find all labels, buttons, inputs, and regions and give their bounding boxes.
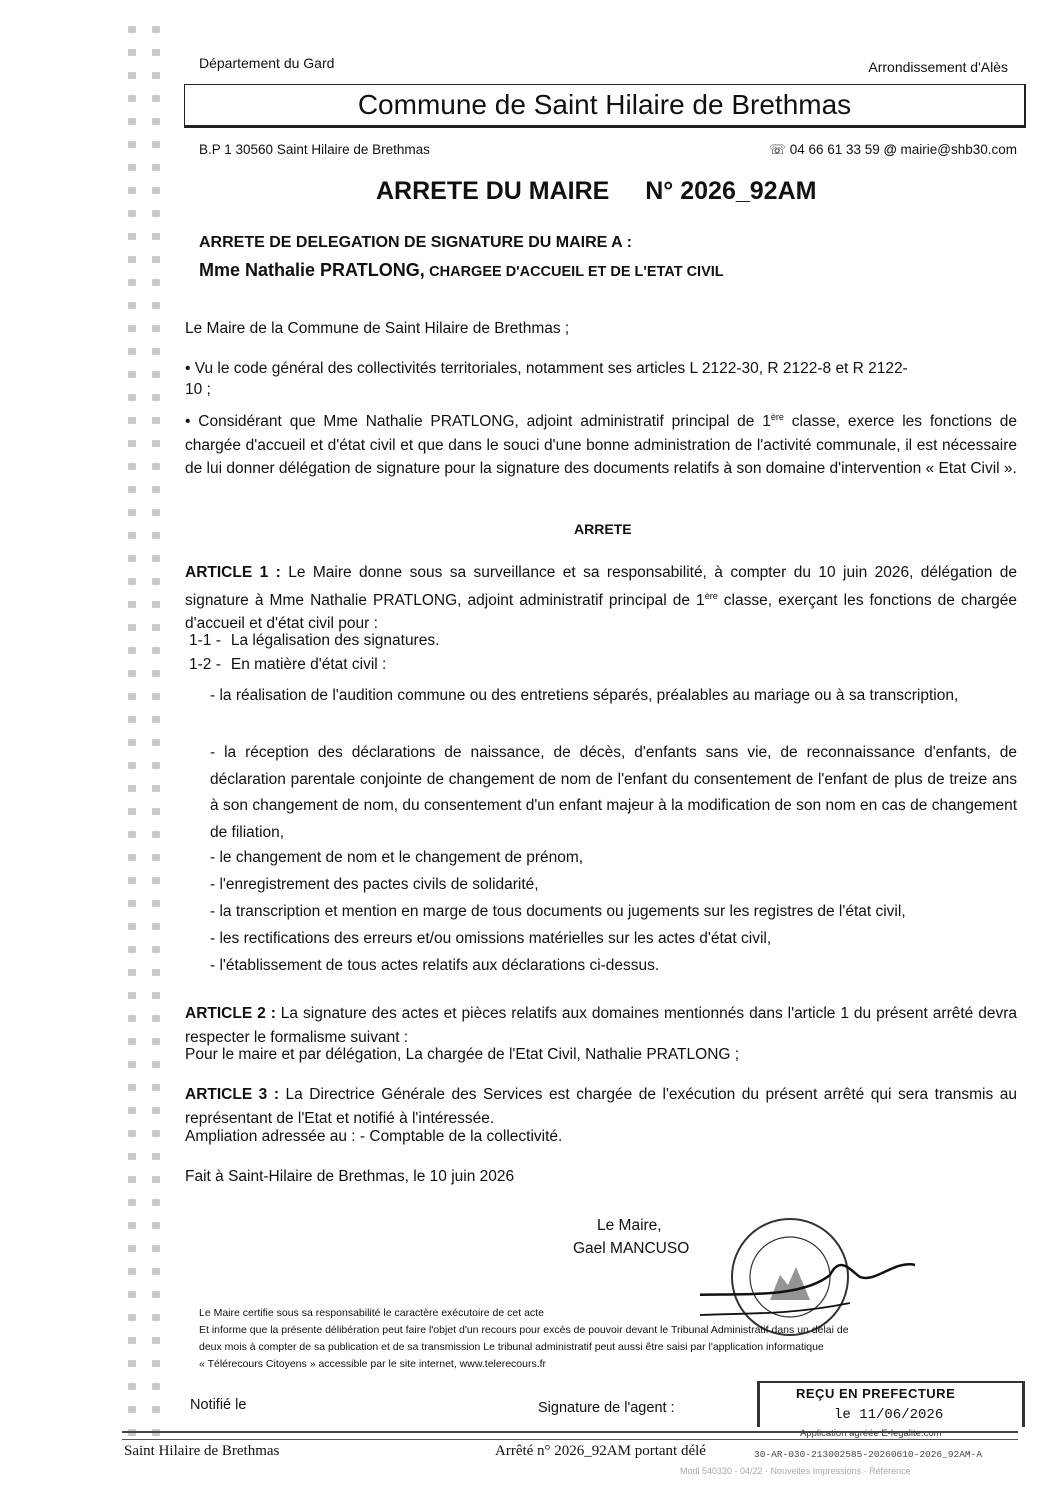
punch-hole — [128, 1153, 136, 1160]
punch-hole — [128, 1245, 136, 1252]
punch-hole — [128, 555, 136, 562]
punch-hole — [152, 164, 160, 171]
punch-hole — [152, 1268, 160, 1275]
punch-hole — [128, 279, 136, 286]
article-1-bullet-2: - la réception des déclarations de naissance, de décès, d'enfants sans vie, de reconnaissance d'enfants, de déclaration parentale conjointe de changement de nom de l'enfant du consentement de l'enfant de plus de treize ans à son changement de nom, du consentement d'un enfant majeur à la modification de son nom en cas de changement de filiation, — [210, 744, 1017, 841]
punch-hole — [152, 1015, 160, 1022]
punch-hole — [152, 1038, 160, 1045]
punch-hole — [128, 877, 136, 884]
item-2-number: 1-2 - — [189, 656, 221, 673]
signature-role: Le Maire, — [597, 1217, 662, 1234]
punch-hole — [152, 624, 160, 631]
punch-hole — [152, 1337, 160, 1344]
punch-hole — [128, 1107, 136, 1114]
punch-hole — [128, 72, 136, 79]
punch-hole — [152, 187, 160, 194]
punch-hole — [128, 1084, 136, 1091]
punch-hole — [128, 831, 136, 838]
commune-title: Commune de Saint Hilaire de Brethmas — [184, 84, 1026, 128]
preamble-vu-line1: • Vu le code général des collectivités territoriales, notamment ses articles L 2122-30, R 2122-8 et R 2122- — [185, 360, 908, 377]
punch-hole — [152, 739, 160, 746]
punch-hole — [128, 118, 136, 125]
punch-hole — [152, 1130, 160, 1137]
article-1-text-a: Le Maire donne sous sa surveillance et sa responsabilité, à compter du 10 juin 2026, délégation de signature à Mme Nathalie PRATLONG, adjoint administratif principal de 1 — [185, 564, 1018, 609]
article-3-text: La Directrice Générale des Services est chargée de l'exécution du présent arrêté qui sera transmis au représentant de l'Etat et notifié à l'intéressée. — [185, 1086, 1017, 1127]
considerant-text-b: classe, exerce les fonctions de chargée d'accueil et d'état civil et que dans le souci d'une bonne administration de l'activité communale, il est nécessaire de lui donner délégation de signature pour la signature des documents relatifs à son domaine d'intervention « Etat Civil ». — [185, 413, 1017, 478]
punch-hole — [128, 371, 136, 378]
punch-hole — [128, 325, 136, 332]
article-1-bullet-6: - les rectifications des erreurs et/ou omissions matérielles sur les actes d'état civil, — [210, 930, 772, 947]
article-2-text: La signature des actes et pièces relatifs aux domaines mentionnés dans l'article 1 du présent arrêté devra respecter le formalisme suivant : — [185, 1005, 1017, 1046]
punch-hole — [128, 647, 136, 654]
article-1-bullet-7: - l'établissement de tous actes relatifs aux déclarations ci-dessus. — [210, 957, 660, 974]
considerant-sup: ère — [770, 412, 784, 422]
punch-hole — [152, 1245, 160, 1252]
punch-hole — [152, 279, 160, 286]
footer-rule — [122, 1431, 1018, 1440]
punch-hole — [152, 417, 160, 424]
punch-hole — [128, 141, 136, 148]
punch-hole — [128, 1291, 136, 1298]
punch-hole — [128, 187, 136, 194]
subtitle-text-1: ARRETE DE DELEGATION DE SIGNATURE DU MAIRE A : — [199, 234, 632, 251]
punch-hole — [152, 1153, 160, 1160]
punch-hole — [128, 601, 136, 608]
punch-hole — [152, 509, 160, 516]
punch-hole — [152, 647, 160, 654]
prefecture-reference: 30-AR-030-213002585-20260610-2026_92AM-A — [754, 1449, 983, 1460]
punch-hole — [152, 141, 160, 148]
punch-hole — [152, 854, 160, 861]
punch-hole — [152, 670, 160, 677]
department-label: Département du Gard — [199, 55, 335, 71]
punch-hole — [128, 946, 136, 953]
punch-hole — [128, 716, 136, 723]
punch-hole — [128, 95, 136, 102]
punch-hole — [152, 1061, 160, 1068]
phone-number: 04 66 61 33 59 — [789, 142, 880, 157]
punch-hole — [152, 900, 160, 907]
telephone-icon: ☏ — [769, 142, 786, 157]
punch-hole — [152, 1360, 160, 1367]
arrondissement-label: Arrondissement d'Alès — [868, 59, 1008, 75]
punch-hole — [128, 26, 136, 33]
punch-hole — [128, 1199, 136, 1206]
punch-hole — [128, 923, 136, 930]
punch-hole — [128, 739, 136, 746]
punch-hole — [128, 348, 136, 355]
punch-hole — [128, 693, 136, 700]
article-1-item-1 — [189, 632, 439, 650]
punch-hole — [152, 877, 160, 884]
arrete-subtitle-1 — [199, 234, 632, 252]
punch-hole — [152, 394, 160, 401]
punch-hole — [128, 900, 136, 907]
article-2-label: ARTICLE 2 : — [185, 1005, 276, 1022]
subtitle-name: Mme Nathalie PRATLONG, — [199, 260, 425, 280]
punch-hole — [128, 440, 136, 447]
punch-hole — [152, 1406, 160, 1413]
punch-hole — [152, 923, 160, 930]
punch-hole — [152, 26, 160, 33]
subtitle-role: CHARGEE D'ACCUEIL ET DE L'ETAT CIVIL — [429, 264, 724, 280]
punch-hole — [128, 1130, 136, 1137]
punch-hole — [128, 1222, 136, 1229]
legal-notice-line-2: Et informe que la présente délibération peut faire l'objet d'un recours pour excès de pouvoir devant le Tribunal Administratif dans un délai de — [199, 1324, 849, 1336]
article-1-bullet-4: - l'enregistrement des pactes civils de solidarité, — [210, 876, 539, 893]
punch-hole — [128, 49, 136, 56]
punch-hole — [152, 1383, 160, 1390]
punch-hole — [152, 808, 160, 815]
prefecture-stamp-date: le 11/06/2026 — [834, 1407, 944, 1423]
punch-hole — [152, 463, 160, 470]
punch-hole — [128, 578, 136, 585]
punch-hole — [128, 969, 136, 976]
punch-hole — [128, 808, 136, 815]
preamble-vu-line2: 10 ; — [185, 381, 211, 398]
legal-notice-line-1: Le Maire certifie sous sa responsabilité le caractère exécutoire de cet acte — [199, 1307, 544, 1319]
punch-hole — [152, 302, 160, 309]
arrete-number: N° 2026_92AM — [645, 177, 817, 205]
signature-name: Gael MANCUSO — [573, 1240, 690, 1257]
punch-hole — [128, 1337, 136, 1344]
punch-hole — [128, 417, 136, 424]
punch-hole — [152, 831, 160, 838]
address-line: B.P 1 30560 Saint Hilaire de Brethmas — [199, 142, 430, 157]
punch-hole — [152, 256, 160, 263]
punch-hole — [152, 578, 160, 585]
punch-hole — [128, 992, 136, 999]
punch-hole — [128, 302, 136, 309]
punch-hole — [128, 164, 136, 171]
article-1-bullet-1: - la réalisation de l'audition commune ou des entretiens séparés, préalables au mariage ou à sa transcription, — [210, 687, 959, 704]
punch-hole — [152, 440, 160, 447]
punch-hole — [152, 1084, 160, 1091]
arrete-heading: ARRETE — [574, 521, 632, 537]
punch-hole — [128, 1360, 136, 1367]
article-1-bullet-3: - le changement de nom et le changement de prénom, — [210, 849, 584, 866]
punch-hole — [128, 463, 136, 470]
punch-hole — [152, 762, 160, 769]
punch-hole — [128, 1038, 136, 1045]
punch-hole — [128, 854, 136, 861]
punch-hole — [152, 95, 160, 102]
article-3 — [185, 1083, 1017, 1130]
punch-hole — [128, 1314, 136, 1321]
punch-hole — [152, 486, 160, 493]
arrete-title-main: ARRETE DU MAIRE — [376, 177, 610, 205]
preamble-considerant — [185, 406, 1017, 481]
punch-hole — [128, 509, 136, 516]
considerant-text-a: • Considérant que Mme Nathalie PRATLONG, adjoint administratif principal de 1 — [185, 413, 771, 431]
footer-middle: Arrêté n° 2026_92AM portant délé — [495, 1443, 706, 1459]
prefecture-stamp-app: Application agréée E-legalite.com — [800, 1428, 942, 1439]
article-1-bullet-5: - la transcription et mention en marge de tous documents ou jugements sur les registres de l'état civil, — [210, 903, 906, 920]
punch-hole — [152, 693, 160, 700]
article-1-sup: ère — [704, 590, 718, 601]
arrete-title — [376, 177, 816, 206]
article-3-label: ARTICLE 3 : — [185, 1086, 279, 1103]
punch-hole — [128, 1268, 136, 1275]
article-1-text-b: classe, exerçant les fonctions de chargée d'accueil et d'état civil pour : — [185, 591, 1017, 633]
punch-hole — [152, 325, 160, 332]
preamble-intro: Le Maire de la Commune de Saint Hilaire de Brethmas ; — [185, 320, 570, 337]
prefecture-stamp-title: REÇU EN PREFECTURE — [796, 1386, 956, 1401]
article-1-item-2 — [189, 656, 386, 674]
signature-agent-label: Signature de l'agent : — [538, 1400, 675, 1416]
article-2-formula: Pour le maire et par délégation, La chargée de l'Etat Civil, Nathalie PRATLONG ; — [185, 1046, 740, 1063]
arrete-subtitle-2 — [199, 260, 724, 281]
article-2 — [185, 1002, 1017, 1049]
fait-a: Fait à Saint-Hilaire de Brethmas, le 10 juin 2026 — [185, 1168, 515, 1185]
at-sign-icon: @ — [883, 142, 897, 157]
punch-hole — [152, 785, 160, 792]
punch-hole — [128, 1176, 136, 1183]
item-2-text: En matière d'état civil : — [230, 656, 387, 673]
punch-hole — [152, 1314, 160, 1321]
legal-notice-line-3: deux mois à compter de sa publication et de sa transmission Le tribunal administratif peut aussi être saisi par l'application informatique — [199, 1341, 824, 1353]
punch-hole — [152, 233, 160, 240]
notifie-label: Notifié le — [190, 1397, 247, 1413]
punch-hole — [128, 762, 136, 769]
punch-hole — [152, 371, 160, 378]
punch-hole — [152, 716, 160, 723]
punch-hole — [152, 1107, 160, 1114]
punch-hole — [128, 670, 136, 677]
punch-hole — [128, 256, 136, 263]
punch-hole — [152, 49, 160, 56]
punch-hole — [128, 210, 136, 217]
punch-hole — [152, 969, 160, 976]
punch-hole — [128, 233, 136, 240]
punch-hole — [152, 72, 160, 79]
footer-left: Saint Hilaire de Brethmas — [124, 1443, 280, 1459]
punch-hole — [128, 1061, 136, 1068]
footer-bottom-text: Modl 540330 - 04/22 · Nouvelles Impressions · Référence — [680, 1466, 911, 1476]
punch-hole — [128, 1383, 136, 1390]
punch-hole — [128, 624, 136, 631]
item-1-number: 1-1 - — [189, 632, 221, 649]
punch-hole — [152, 1199, 160, 1206]
punch-hole — [152, 532, 160, 539]
punch-hole — [152, 992, 160, 999]
article-1 — [185, 561, 1017, 636]
punch-hole — [152, 555, 160, 562]
punch-hole — [152, 348, 160, 355]
punch-hole — [152, 210, 160, 217]
punch-hole — [152, 946, 160, 953]
item-1-text: La légalisation des signatures. — [230, 632, 440, 649]
punch-hole — [152, 118, 160, 125]
punch-hole — [128, 532, 136, 539]
punch-hole — [152, 1176, 160, 1183]
punch-hole — [128, 1015, 136, 1022]
contact-line — [769, 142, 1017, 158]
article-1-label: ARTICLE 1 : — [185, 564, 281, 581]
punch-hole — [128, 785, 136, 792]
punch-hole — [128, 394, 136, 401]
punch-hole — [128, 1406, 136, 1413]
email-address: mairie@shb30.com — [900, 142, 1017, 157]
punch-hole — [152, 1222, 160, 1229]
punch-hole — [128, 486, 136, 493]
punch-hole — [152, 1291, 160, 1298]
article-3-ampliation: Ampliation adressée au : - Comptable de la collectivité. — [185, 1128, 563, 1145]
legal-notice-line-4: « Télérecours Citoyens » accessible par le site internet, www.telerecours.fr — [199, 1358, 547, 1370]
punch-hole — [152, 601, 160, 608]
